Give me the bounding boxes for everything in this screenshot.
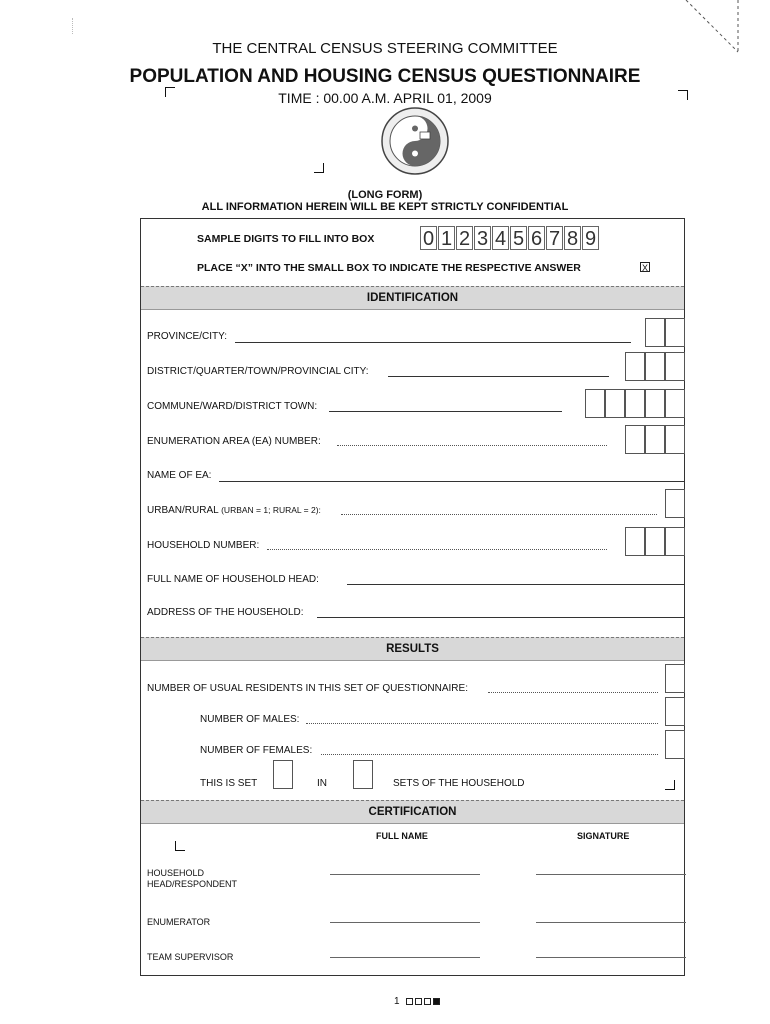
commune-code-box[interactable] xyxy=(585,389,605,418)
urban-rural-text: URBAN/RURAL xyxy=(147,505,219,516)
census-seal-logo xyxy=(380,104,450,178)
respondent-name-line[interactable] xyxy=(330,874,480,875)
ea-name-line[interactable] xyxy=(219,481,685,482)
sample-digit: 1 xyxy=(438,226,455,250)
commune-line[interactable] xyxy=(329,411,562,412)
results-heading: RESULTS xyxy=(141,637,684,661)
sample-digit: 0 xyxy=(420,226,437,250)
enumerator-label: ENUMERATOR xyxy=(147,917,211,927)
supervisor-name-line[interactable] xyxy=(330,957,480,958)
district-line[interactable] xyxy=(388,376,609,377)
page-square xyxy=(415,998,422,1005)
form-type: (LONG FORM) xyxy=(347,189,423,201)
ea-number-box[interactable] xyxy=(665,425,685,454)
page-square xyxy=(424,998,431,1005)
females-box[interactable] xyxy=(665,730,685,759)
sample-digit: 9 xyxy=(582,226,599,250)
corner-mark-results xyxy=(665,780,675,790)
commune-code-box[interactable] xyxy=(665,389,685,418)
sample-digit: 8 xyxy=(564,226,581,250)
sets-of-household-label: SETS OF THE HOUSEHOLD xyxy=(393,778,525,789)
corner-mark-top-right xyxy=(678,90,688,100)
urban-rural-box[interactable] xyxy=(665,489,685,518)
example-x-box: X xyxy=(641,263,648,273)
household-number-box[interactable] xyxy=(665,527,685,556)
residents-box[interactable] xyxy=(665,664,685,693)
scan-mark xyxy=(72,18,73,34)
province-code-box[interactable] xyxy=(665,318,685,347)
page-square-filled xyxy=(433,998,440,1005)
corner-mark-mid-left xyxy=(314,163,324,173)
signature-column-header: SIGNATURE xyxy=(577,831,630,841)
commune-code-box[interactable] xyxy=(605,389,625,418)
district-label: DISTRICT/QUARTER/TOWN/PROVINCIAL CITY: xyxy=(147,366,369,377)
supervisor-signature-line[interactable] xyxy=(536,957,686,958)
address-label: ADDRESS OF THE HOUSEHOLD: xyxy=(147,607,304,618)
committee-name: THE CENTRAL CENSUS STEERING COMMITTEE xyxy=(212,40,558,57)
district-code-box[interactable] xyxy=(665,352,685,381)
sample-digit: 5 xyxy=(510,226,527,250)
household-number-line[interactable] xyxy=(267,549,607,550)
sample-digit: 6 xyxy=(528,226,545,250)
corner-mark-top-left xyxy=(165,87,175,97)
identification-heading: IDENTIFICATION xyxy=(141,286,684,310)
household-head-line[interactable] xyxy=(347,584,685,585)
commune-code-box[interactable] xyxy=(645,389,665,418)
commune-code-box[interactable] xyxy=(625,389,645,418)
sample-digits-label: SAMPLE DIGITS TO FILL INTO BOX xyxy=(197,233,375,245)
ea-number-label: ENUMERATION AREA (EA) NUMBER: xyxy=(147,436,321,447)
certification-heading: CERTIFICATION xyxy=(141,800,684,824)
province-code-box[interactable] xyxy=(645,318,665,347)
males-label: NUMBER OF MALES: xyxy=(200,714,300,725)
this-is-set-label: THIS IS SET xyxy=(200,778,258,789)
enumerator-name-line[interactable] xyxy=(330,922,480,923)
household-head-respondent-label xyxy=(147,868,237,890)
full-name-column-header: FULL NAME xyxy=(376,831,428,841)
residents-line[interactable] xyxy=(488,692,658,693)
urban-rural-line[interactable] xyxy=(341,514,657,515)
district-code-box[interactable] xyxy=(625,352,645,381)
ea-number-box[interactable] xyxy=(625,425,645,454)
corner-mark-certification xyxy=(175,841,185,851)
sample-digits xyxy=(420,226,600,250)
males-box[interactable] xyxy=(665,697,685,726)
page-indicator xyxy=(394,996,440,1007)
confidentiality-notice: ALL INFORMATION HEREIN WILL BE KEPT STRICTLY CONFIDENTIAL xyxy=(201,201,569,213)
females-line[interactable] xyxy=(321,754,658,755)
urban-rural-label xyxy=(147,505,321,516)
team-supervisor-label: TEAM SUPERVISOR xyxy=(147,952,234,962)
in-label: IN xyxy=(317,778,327,789)
page-title: POPULATION AND HOUSING CENSUS QUESTIONNAIRE xyxy=(129,66,641,87)
address-line[interactable] xyxy=(317,617,685,618)
residents-label: NUMBER OF USUAL RESIDENTS IN THIS SET OF QUESTIONNAIRE: xyxy=(147,683,468,694)
page-number: 1 xyxy=(394,996,400,1007)
ea-number-line[interactable] xyxy=(337,445,607,446)
sample-digit: 7 xyxy=(546,226,563,250)
sample-digit: 2 xyxy=(456,226,473,250)
cert-row1-line1: HOUSEHOLD xyxy=(147,868,205,878)
cert-row1-line2: HEAD/RESPONDENT xyxy=(147,879,238,889)
enumerator-signature-line[interactable] xyxy=(536,922,686,923)
household-number-box[interactable] xyxy=(625,527,645,556)
respondent-signature-line[interactable] xyxy=(536,874,686,875)
household-head-label: FULL NAME OF HOUSEHOLD HEAD: xyxy=(147,574,319,585)
place-x-instruction: PLACE “X” INTO THE SMALL BOX TO INDICATE THE RESPECTIVE ANSWER xyxy=(197,262,581,274)
household-number-box[interactable] xyxy=(645,527,665,556)
district-code-box[interactable] xyxy=(645,352,665,381)
urban-rural-note: (URBAN = 1; RURAL = 2): xyxy=(221,505,321,515)
commune-label: COMMUNE/WARD/DISTRICT TOWN: xyxy=(147,401,318,412)
household-number-label: HOUSEHOLD NUMBER: xyxy=(147,540,260,551)
ea-number-box[interactable] xyxy=(645,425,665,454)
sample-digit: 4 xyxy=(492,226,509,250)
province-line[interactable] xyxy=(235,342,631,343)
province-label: PROVINCE/CITY: xyxy=(147,331,228,342)
females-label: NUMBER OF FEMALES: xyxy=(200,745,313,756)
sample-digit: 3 xyxy=(474,226,491,250)
census-time: TIME : 00.00 A.M. APRIL 01, 2009 xyxy=(278,90,492,106)
set-number-box[interactable] xyxy=(273,760,293,789)
total-sets-box[interactable] xyxy=(353,760,373,789)
ea-name-label: NAME OF EA: xyxy=(147,470,212,481)
males-line[interactable] xyxy=(306,723,658,724)
page-square xyxy=(406,998,413,1005)
